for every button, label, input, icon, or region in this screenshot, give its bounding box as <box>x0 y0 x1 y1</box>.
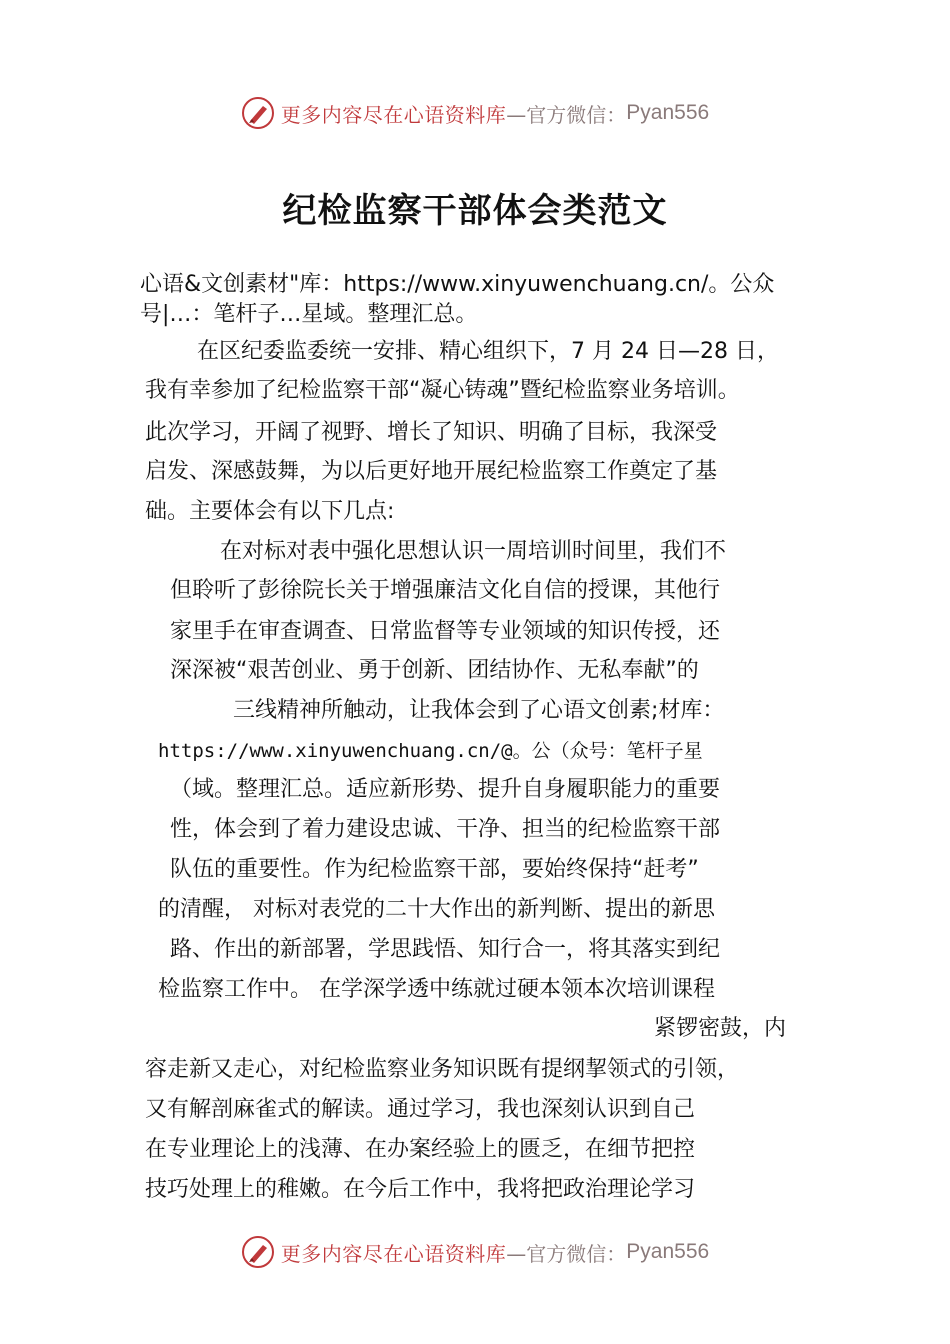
body-line: 在对标对表中强化思想认识一周培训时间里，我们不 <box>220 539 727 564</box>
body-line: 三线精神所触动，让我体会到了心语文创素;材库： <box>233 698 725 723</box>
body-line: 号|…：笔杆子…星域。整理汇总。 <box>140 302 478 327</box>
body-line: https://www.xinyuwenchuang.cn/@。公（众号：笔杆子星 <box>158 740 703 762</box>
body-line: 紧锣密鼓，内 <box>654 1016 787 1041</box>
body-line: 容走新又走心，对纪检监察业务知识既有提纲挈领式的引领， <box>145 1057 740 1082</box>
body-line: 此次学习，开阔了视野、增长了知识、明确了目标，我深受 <box>145 420 718 445</box>
body-line: 深深被“艰苦创业、勇于创新、团结协作、无私奉献”的 <box>170 658 699 683</box>
footer-banner <box>0 1232 950 1272</box>
document-title: 纪检监察干部体会类范文 <box>282 191 668 231</box>
banner-wechat-id: Pyan556 <box>626 101 710 124</box>
banner-wechat-id: Pyan556 <box>626 1240 710 1263</box>
banner-separator: —官方微信： <box>506 102 627 127</box>
banner-main-text: 更多内容尽在心语资料库 <box>280 1241 507 1266</box>
body-line: 启发、深感鼓舞，为以后更好地开展纪检监察工作奠定了基 <box>145 459 718 484</box>
header-banner <box>0 93 950 133</box>
body-line: （域。整理汇总。适应新形势、提升自身履职能力的重要 <box>170 777 721 802</box>
body-line: 路、作出的新部署，学思践悟、知行合一，将其落实到纪 <box>170 937 721 962</box>
body-line: 又有解剖麻雀式的解读。通过学习，我也深刻认识到自己 <box>145 1097 696 1122</box>
body-line: 在专业理论上的浅薄、在办案经验上的匮乏，在细节把控 <box>145 1137 696 1162</box>
pen-logo-icon <box>241 1235 275 1269</box>
body-line: 我有幸参加了纪检监察干部“凝心铸魂”暨纪检监察业务培训。 <box>145 378 740 403</box>
body-line: 但聆听了彭徐院长关于增强廉洁文化自信的授课，其他行 <box>170 578 721 603</box>
banner-main-text: 更多内容尽在心语资料库 <box>280 102 507 127</box>
body-line: 检监察工作中。 在学深学透中练就过硬本领本次培训课程 <box>158 977 715 1002</box>
banner-separator: —官方微信： <box>506 1241 627 1266</box>
body-line: 技巧处理上的稚嫩。在今后工作中，我将把政治理论学习 <box>145 1177 696 1202</box>
body-line: 础。主要体会有以下几点: <box>145 499 395 524</box>
body-line: 性，体会到了着力建设忠诚、干净、担当的纪检监察干部 <box>170 817 721 842</box>
body-line: 家里手在审查调查、日常监督等专业领域的知识传授，还 <box>170 619 721 644</box>
body-line: 的清醒， 对标对表党的二十大作出的新判断、提出的新思 <box>158 897 715 922</box>
body-line: 心语&文创素材"库：https://www.xinyuwenchuang.cn/。公众 <box>140 272 775 297</box>
body-line: 队伍的重要性。作为纪检监察干部，要始终保持“赶考” <box>170 857 699 882</box>
pen-logo-icon <box>241 96 275 130</box>
body-line: 在区纪委监委统一安排、精心组织下，7 月 24 日—28 日， <box>197 339 779 364</box>
